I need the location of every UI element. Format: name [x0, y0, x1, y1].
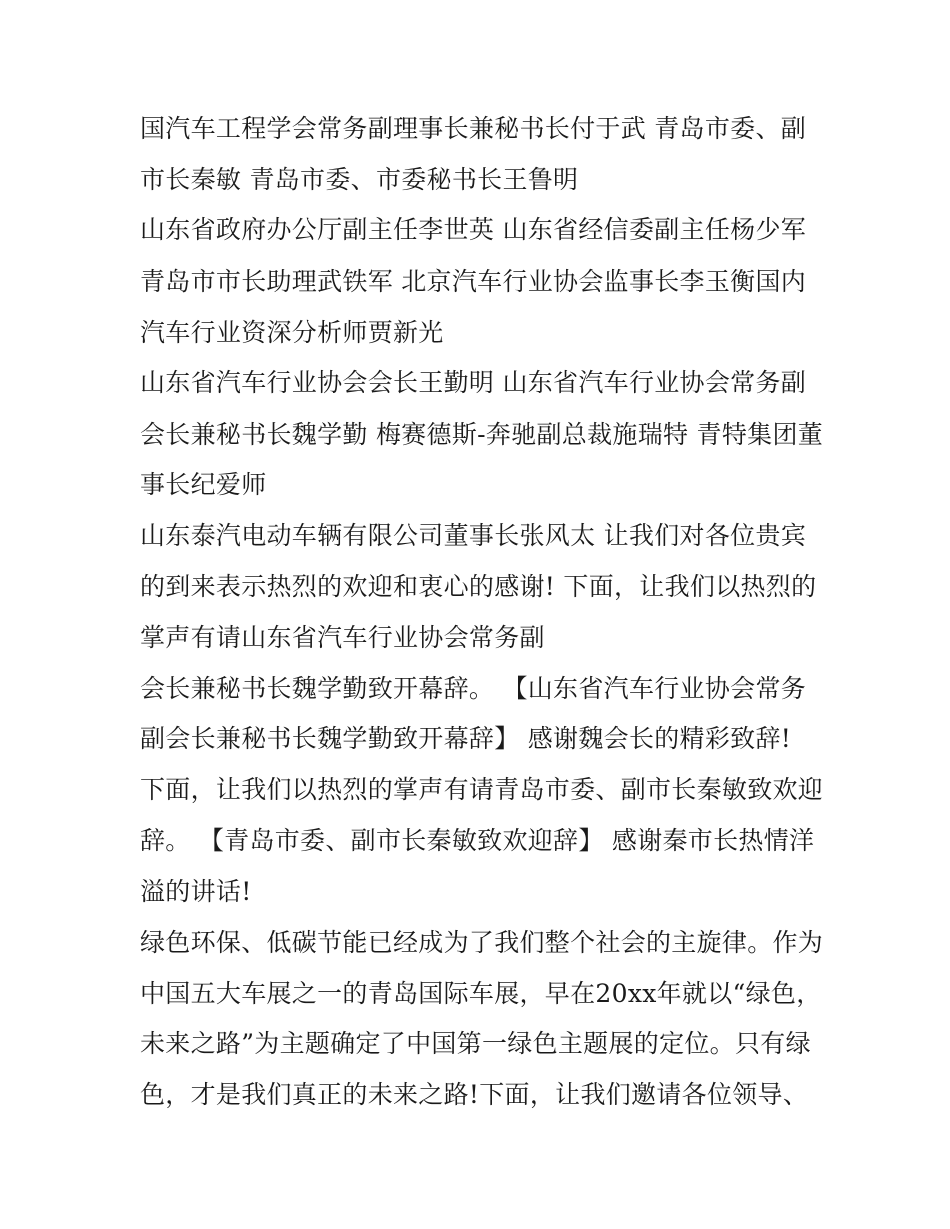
text-line: 山东省政府办公厅副主任李世英 山东省经信委副主任杨少军: [140, 215, 807, 244]
text-line: 下面，让我们以热烈的掌声有请青岛市委、副市长秦敏致欢迎: [140, 775, 824, 804]
text-line: 溢的讲话!: [140, 877, 252, 906]
text-line: 会长兼秘书长魏学勤 梅赛德斯-奔驰副总裁施瑞特 青特集团董: [140, 420, 824, 449]
text-line: 辞。 【青岛市委、副市长秦敏致欢迎辞】 感谢秦市长热情洋: [140, 826, 815, 855]
text-line: 副会长兼秘书长魏学勤致开幕辞】 感谢魏会长的精彩致辞!: [140, 724, 792, 753]
text-line: 色，才是我们真正的未来之路!下面，让我们邀请各位领导、: [140, 1080, 809, 1109]
text-line: 山东泰汽电动车辆有限公司董事长张风太 让我们对各位贵宾: [140, 521, 807, 550]
text-line: 的到来表示热烈的欢迎和衷心的感谢! 下面，让我们以热烈的: [140, 572, 817, 601]
text-line: 国汽车工程学会常务副理事长兼秘书长付于武 青岛市委、副: [140, 114, 807, 143]
text-line: 市长秦敏 青岛市委、市委秘书长王鲁明: [140, 165, 579, 194]
text-line: 掌声有请山东省汽车行业协会常务副: [140, 623, 545, 652]
text-line: 事长纪爱师: [140, 470, 267, 499]
text-line: 中国五大车展之一的青岛国际车展，早在20xx年就以“绿色，: [140, 979, 822, 1008]
text-line: 青岛市市长助理武铁军 北京汽车行业协会监事长李玉衡国内: [140, 267, 807, 296]
text-line: 未来之路”为主题确定了中国第一绿色主题展的定位。只有绿: [140, 1029, 811, 1058]
text-line: 绿色环保、低碳节能已经成为了我们整个社会的主旋律。作为: [140, 928, 824, 957]
text-line: 会长兼秘书长魏学勤致开幕辞。 【山东省汽车行业协会常务: [140, 674, 807, 703]
text-line: 汽车行业资深分析师贾新光: [140, 318, 444, 347]
text-line: 山东省汽车行业协会会长王勤明 山东省汽车行业协会常务副: [140, 368, 807, 397]
